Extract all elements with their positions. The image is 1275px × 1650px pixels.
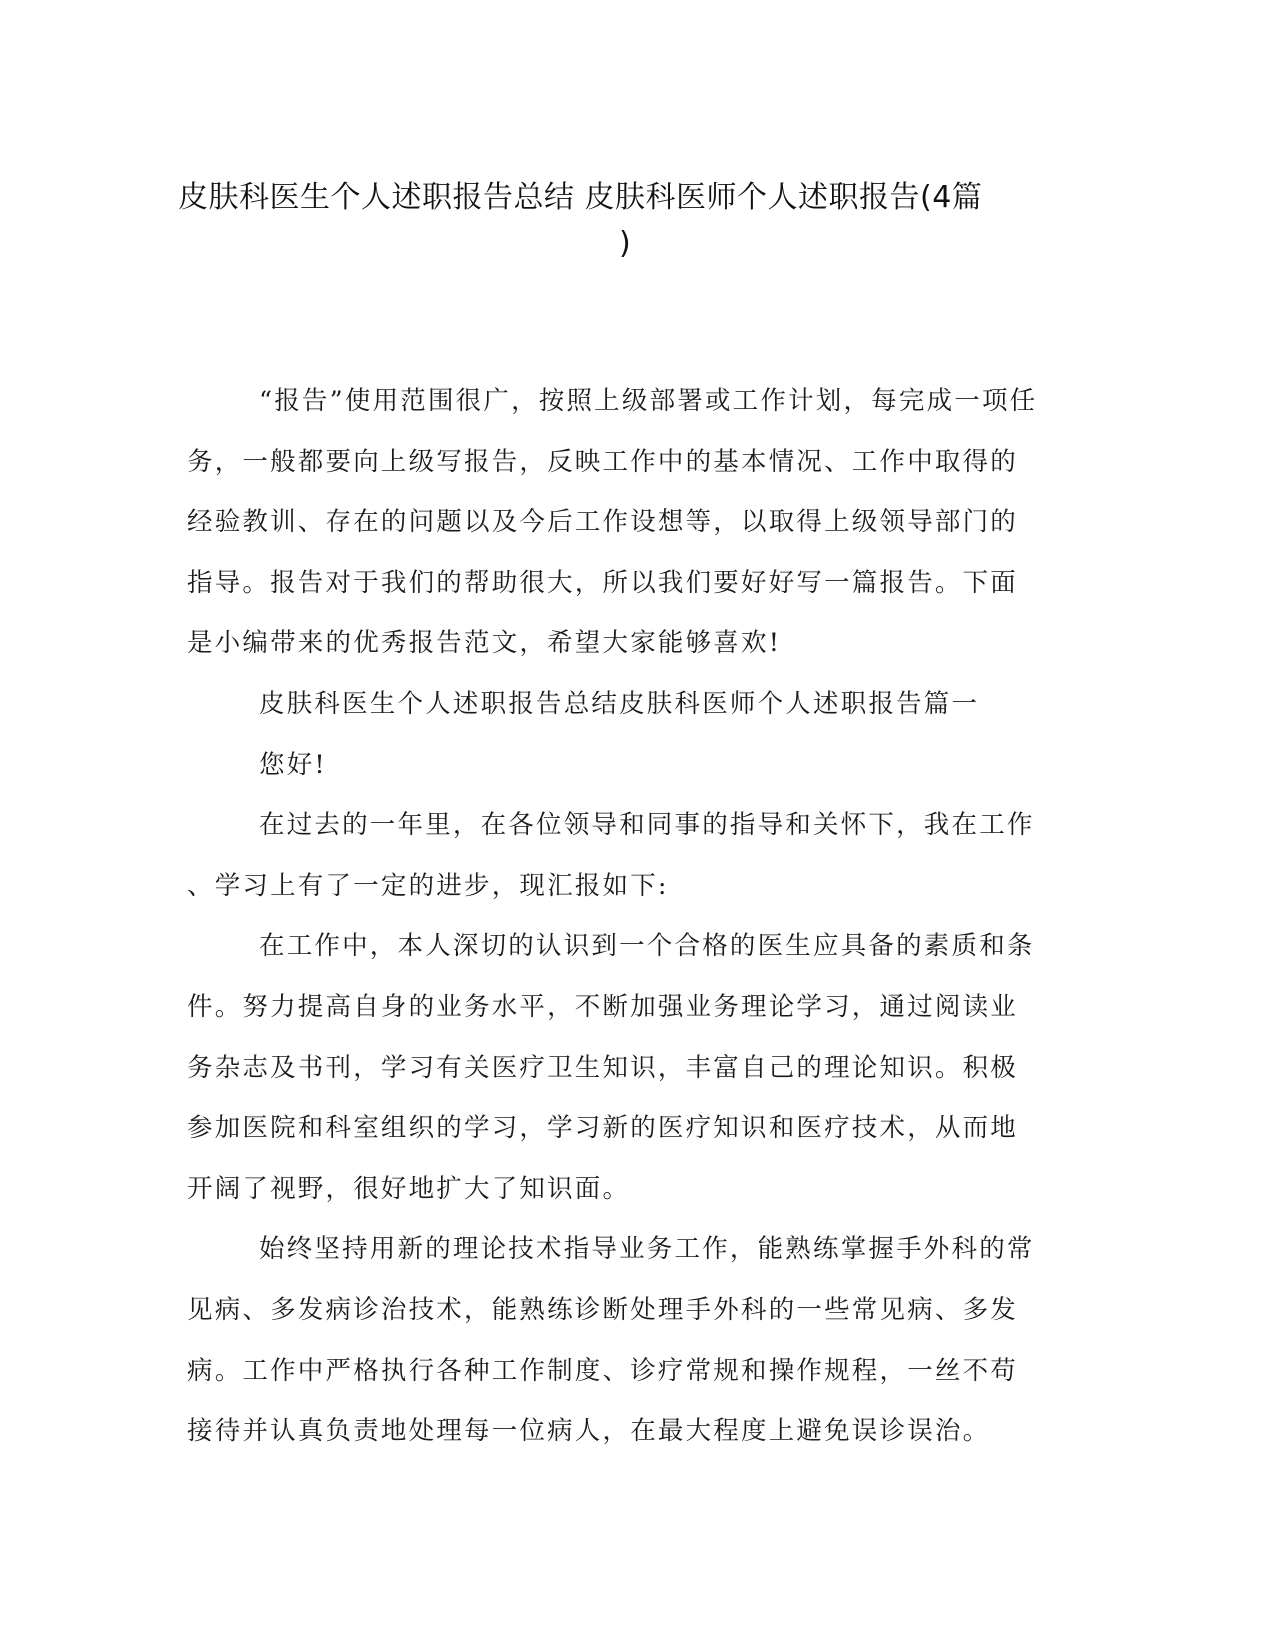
paragraph-line: 务，一般都要向上级写报告，反映工作中的基本情况、工作中取得的 xyxy=(187,446,1019,477)
paragraph-line: 在过去的一年里，在各位领导和同事的指导和关怀下，我在工作 xyxy=(259,810,1035,841)
paragraph-line: 件。努力提高自身的业务水平，不断加强业务理论学习，通过阅读业 xyxy=(187,991,1019,1022)
paragraph-line: “报告”使用范围很广，按照上级部署或工作计划，每完成一项任 xyxy=(259,386,1038,416)
paragraph-line: 开阔了视野，很好地扩大了知识面。 xyxy=(187,1173,631,1204)
paragraph-line: 接待并认真负责地处理每一位病人，在最大程度上避免误诊误治。 xyxy=(187,1416,991,1447)
document-title-continuation: ) xyxy=(619,226,631,261)
paragraph-line: 在工作中，本人深切的认识到一个合格的医生应具备的素质和条 xyxy=(259,931,1035,962)
document-title: 皮肤科医生个人述职报告总结 皮肤科医师个人述职报告(4篇 xyxy=(178,180,983,215)
paragraph-line: 见病、多发病诊治技术，能熟练诊断处理手外科的一些常见病、多发 xyxy=(187,1294,1019,1325)
paragraph-line: 务杂志及书刊，学习有关医疗卫生知识，丰富自己的理论知识。积极 xyxy=(187,1052,1019,1083)
paragraph-line: 经验教训、存在的问题以及今后工作设想等，以取得上级领导部门的 xyxy=(187,507,1019,538)
paragraph-line: 是小编带来的优秀报告范文，希望大家能够喜欢! xyxy=(187,628,782,659)
document-body xyxy=(187,371,1057,1462)
paragraph-line: 、学习上有了一定的进步，现汇报如下: xyxy=(187,870,669,901)
paragraph-line: 始终坚持用新的理论技术指导业务工作，能熟练掌握手外科的常 xyxy=(259,1234,1035,1265)
paragraph-line: 参加医院和科室组织的学习，学习新的医疗知识和医疗技术，从而地 xyxy=(187,1113,1019,1144)
greeting: 您好! xyxy=(259,749,327,780)
paragraph-line: 病。工作中严格执行各种工作制度、诊疗常规和操作规程，一丝不苟 xyxy=(187,1355,1019,1386)
section-heading: 皮肤科医生个人述职报告总结皮肤科医师个人述职报告篇一 xyxy=(259,688,980,719)
paragraph-line: 指导。报告对于我们的帮助很大，所以我们要好好写一篇报告。下面 xyxy=(187,567,1019,598)
